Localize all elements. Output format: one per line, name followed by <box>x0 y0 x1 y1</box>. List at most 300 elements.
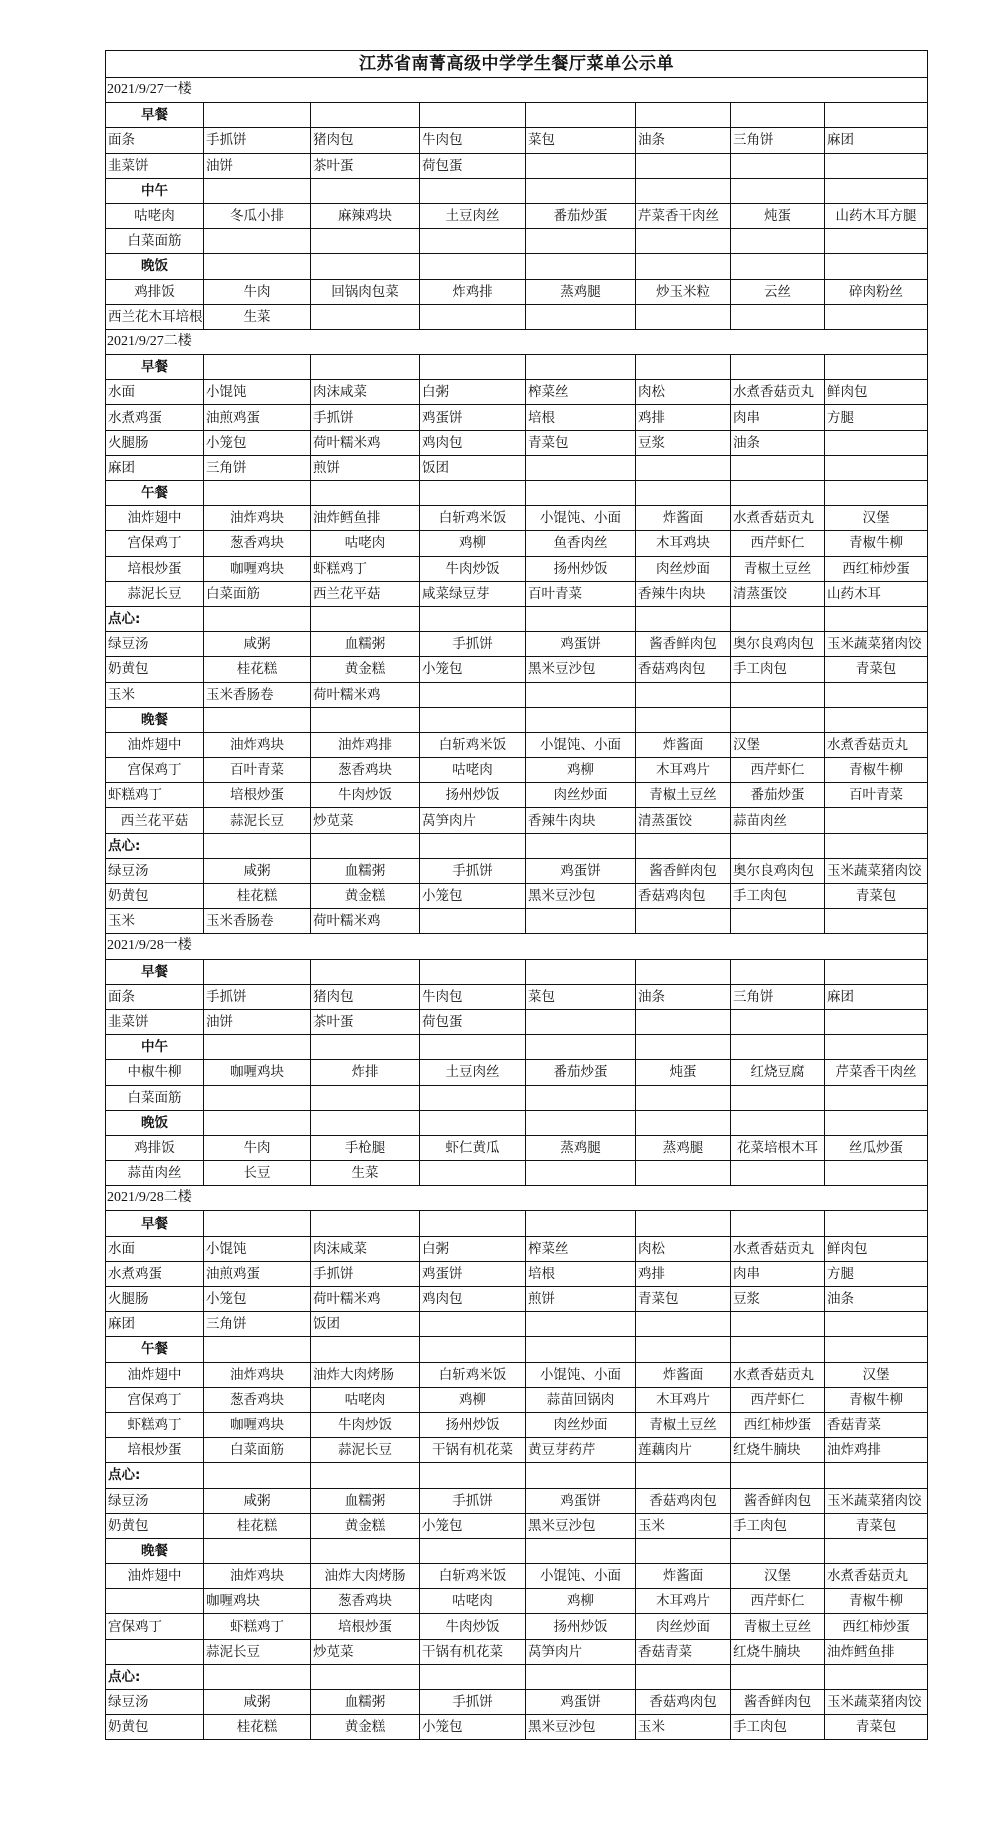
menu-row <box>106 1614 928 1639</box>
dish-cell: 油炸鸡排 <box>311 732 420 757</box>
empty-cell <box>825 455 928 480</box>
empty-cell <box>204 1110 311 1135</box>
dish-cell: 百叶青菜 <box>204 758 311 783</box>
dish-cell: 三角饼 <box>204 1312 311 1337</box>
dish-cell: 香菇鸡肉包 <box>636 657 731 682</box>
menu-row <box>106 808 928 833</box>
dish-cell: 蒜苗肉丝 <box>731 808 825 833</box>
dish-cell: 三角饼 <box>731 984 825 1009</box>
dish-cell: 土豆肉丝 <box>420 203 526 228</box>
dish-cell: 手抓饼 <box>420 632 526 657</box>
dish-cell: 手工肉包 <box>731 1715 825 1740</box>
dish-cell: 鸡柳 <box>420 531 526 556</box>
dish-cell: 玉米 <box>636 1715 731 1740</box>
dish-cell: 水煮鸡蛋 <box>106 405 204 430</box>
dish-cell: 青菜包 <box>825 657 928 682</box>
dish-cell: 奶黄包 <box>106 657 204 682</box>
dish-cell: 黑米豆沙包 <box>526 1513 636 1538</box>
empty-cell <box>420 1538 526 1563</box>
menu-row <box>106 1261 928 1286</box>
dish-cell: 三角饼 <box>731 128 825 153</box>
dish-cell: 炒苋菜 <box>311 1639 420 1664</box>
dish-cell: 鲜肉包 <box>825 1236 928 1261</box>
title-row <box>106 51 928 78</box>
dish-cell: 清蒸蛋饺 <box>731 581 825 606</box>
dish-cell: 绿豆汤 <box>106 1488 204 1513</box>
empty-cell <box>204 355 311 380</box>
empty-cell <box>526 682 636 707</box>
empty-cell <box>825 1035 928 1060</box>
dish-cell: 鱼香肉丝 <box>526 531 636 556</box>
dish-cell: 油条 <box>636 984 731 1009</box>
meal-header-row <box>106 707 928 732</box>
empty-cell <box>311 606 420 631</box>
dish-cell: 麻团 <box>106 1312 204 1337</box>
empty-cell <box>731 229 825 254</box>
empty-cell <box>825 153 928 178</box>
dish-cell: 煎饼 <box>311 455 420 480</box>
empty-cell <box>825 959 928 984</box>
empty-cell <box>311 1085 420 1110</box>
empty-cell <box>636 1009 731 1034</box>
snack-header-row <box>106 1664 928 1689</box>
menu-row <box>106 304 928 329</box>
empty-cell <box>825 1538 928 1563</box>
dish-cell: 酱香鲜肉包 <box>731 1488 825 1513</box>
empty-cell <box>526 481 636 506</box>
dish-cell: 玉米蔬菜猪肉饺 <box>825 632 928 657</box>
dish-cell: 培根炒蛋 <box>106 556 204 581</box>
dish-cell: 木耳鸡片 <box>636 758 731 783</box>
dish-cell: 油炸鸡块 <box>204 506 311 531</box>
empty-cell <box>731 1085 825 1110</box>
empty-cell <box>731 707 825 732</box>
dish-cell: 猪肉包 <box>311 128 420 153</box>
dish-cell: 荷叶糯米鸡 <box>311 430 420 455</box>
dish-cell: 奶黄包 <box>106 1715 204 1740</box>
dish-cell: 茶叶蛋 <box>311 1009 420 1034</box>
dish-cell: 手抓饼 <box>420 858 526 883</box>
dish-cell: 奶黄包 <box>106 884 204 909</box>
dish-cell: 咕咾肉 <box>106 203 204 228</box>
empty-cell <box>311 1035 420 1060</box>
dish-cell: 火腿肠 <box>106 1287 204 1312</box>
meal-label: 早餐 <box>106 1211 204 1236</box>
dish-cell: 黑米豆沙包 <box>526 657 636 682</box>
empty-cell <box>311 103 420 128</box>
dish-cell: 油炸鸡块 <box>204 732 311 757</box>
dish-cell: 手抓饼 <box>311 405 420 430</box>
empty-cell <box>636 153 731 178</box>
empty-cell <box>636 1161 731 1186</box>
dish-cell: 油炸翅中 <box>106 1362 204 1387</box>
dish-cell: 扬州炒饭 <box>526 1614 636 1639</box>
dish-cell: 莴笋肉片 <box>420 808 526 833</box>
empty-cell <box>825 1463 928 1488</box>
empty-cell <box>204 103 311 128</box>
dish-cell: 黄金糕 <box>311 884 420 909</box>
dish-cell: 西芹虾仁 <box>731 1589 825 1614</box>
dish-cell: 汉堡 <box>731 732 825 757</box>
empty-cell <box>526 455 636 480</box>
empty-cell <box>526 1085 636 1110</box>
empty-cell <box>204 1035 311 1060</box>
empty-cell <box>825 1161 928 1186</box>
meal-header-row <box>106 254 928 279</box>
dish-cell: 培根炒蛋 <box>311 1614 420 1639</box>
menu-row <box>106 1488 928 1513</box>
meal-label: 晚饭 <box>106 254 204 279</box>
meal-header-row <box>106 1538 928 1563</box>
empty-cell <box>311 1110 420 1135</box>
empty-cell <box>825 1664 928 1689</box>
dish-cell: 虾糕鸡丁 <box>204 1614 311 1639</box>
dish-cell: 培根炒蛋 <box>106 1438 204 1463</box>
empty-cell <box>526 707 636 732</box>
empty-cell <box>731 682 825 707</box>
empty-cell <box>204 1538 311 1563</box>
dish-cell: 咖喱鸡块 <box>204 1589 311 1614</box>
empty-cell <box>636 606 731 631</box>
empty-cell <box>731 103 825 128</box>
dish-cell: 水煮香菇贡丸 <box>731 1362 825 1387</box>
dish-cell: 青菜包 <box>526 430 636 455</box>
dish-cell: 莲藕肉片 <box>636 1438 731 1463</box>
dish-cell: 青椒牛柳 <box>825 1387 928 1412</box>
empty-cell <box>526 1211 636 1236</box>
dish-cell: 肉丝炒面 <box>526 783 636 808</box>
empty-cell <box>731 153 825 178</box>
dish-cell: 青椒土豆丝 <box>731 1614 825 1639</box>
dish-cell: 饭团 <box>311 1312 420 1337</box>
meal-header-row <box>106 103 928 128</box>
empty-cell <box>311 254 420 279</box>
dish-cell: 炸酱面 <box>636 506 731 531</box>
dish-cell: 韭菜饼 <box>106 153 204 178</box>
menu-row <box>106 1715 928 1740</box>
dish-cell: 扬州炒饭 <box>420 1412 526 1437</box>
menu-row <box>106 1009 928 1034</box>
dish-cell: 油炸鸡排 <box>825 1438 928 1463</box>
dish-cell: 油饼 <box>204 1009 311 1034</box>
dish-cell: 蒸鸡腿 <box>636 1135 731 1160</box>
dish-cell: 鸡排饭 <box>106 279 204 304</box>
dish-cell: 百叶青菜 <box>526 581 636 606</box>
dish-cell: 红烧豆腐 <box>731 1060 825 1085</box>
dish-cell: 榨菜丝 <box>526 1236 636 1261</box>
empty-cell <box>311 1211 420 1236</box>
section-date: 2021/9/28二楼 <box>106 1186 928 1211</box>
empty-cell <box>420 682 526 707</box>
empty-cell <box>636 707 731 732</box>
dish-cell: 油饼 <box>204 153 311 178</box>
snack-header-row <box>106 1463 928 1488</box>
empty-cell <box>526 1312 636 1337</box>
meal-label: 中午 <box>106 1035 204 1060</box>
empty-cell <box>825 808 928 833</box>
dish-cell: 咸粥 <box>204 858 311 883</box>
dish-cell: 桂花糕 <box>204 884 311 909</box>
dish-cell: 青菜包 <box>825 1513 928 1538</box>
dish-cell: 油条 <box>636 128 731 153</box>
empty-cell <box>636 355 731 380</box>
dish-cell: 油炸鳕鱼排 <box>311 506 420 531</box>
empty-cell <box>311 1463 420 1488</box>
dish-cell: 虾糕鸡丁 <box>106 1412 204 1437</box>
dish-cell: 牛肉 <box>204 279 311 304</box>
dish-cell: 汉堡 <box>825 1362 928 1387</box>
empty-cell <box>731 833 825 858</box>
dish-cell: 咖喱鸡块 <box>204 1060 311 1085</box>
snack-label: 点心: <box>106 1463 204 1488</box>
empty-cell <box>731 909 825 934</box>
dish-cell: 玉米 <box>106 909 204 934</box>
dish-cell: 奥尔良鸡肉包 <box>731 858 825 883</box>
dish-cell: 青椒牛柳 <box>825 531 928 556</box>
empty-cell <box>106 1589 204 1614</box>
dish-cell: 奥尔良鸡肉包 <box>731 632 825 657</box>
meal-label: 早餐 <box>106 355 204 380</box>
dish-cell: 小笼包 <box>204 1287 311 1312</box>
empty-cell <box>420 254 526 279</box>
dish-cell: 荷包蛋 <box>420 1009 526 1034</box>
dish-cell: 三角饼 <box>204 455 311 480</box>
dish-cell: 汉堡 <box>731 1564 825 1589</box>
dish-cell: 花菜培根木耳 <box>731 1135 825 1160</box>
dish-cell: 牛肉包 <box>420 128 526 153</box>
dish-cell: 鸡排 <box>636 405 731 430</box>
empty-cell <box>420 1211 526 1236</box>
dish-cell: 西芹虾仁 <box>731 758 825 783</box>
dish-cell: 肉串 <box>731 405 825 430</box>
empty-cell <box>636 909 731 934</box>
dish-cell: 菜包 <box>526 128 636 153</box>
empty-cell <box>526 254 636 279</box>
empty-cell <box>420 1664 526 1689</box>
empty-cell <box>526 355 636 380</box>
dish-cell: 白斩鸡米饭 <box>420 506 526 531</box>
empty-cell <box>204 959 311 984</box>
dish-cell: 西芹虾仁 <box>731 531 825 556</box>
dish-cell: 蒜苗回锅肉 <box>526 1387 636 1412</box>
dish-cell: 葱香鸡块 <box>311 758 420 783</box>
empty-cell <box>526 153 636 178</box>
empty-cell <box>420 707 526 732</box>
empty-cell <box>420 1463 526 1488</box>
dish-cell: 面条 <box>106 128 204 153</box>
empty-cell <box>731 1664 825 1689</box>
dish-cell: 蒸鸡腿 <box>526 279 636 304</box>
dish-cell: 酱香鲜肉包 <box>636 858 731 883</box>
dish-cell: 葱香鸡块 <box>204 1387 311 1412</box>
menu-row <box>106 153 928 178</box>
empty-cell <box>731 355 825 380</box>
dish-cell: 玉米蔬菜猪肉饺 <box>825 858 928 883</box>
dish-cell: 手抓饼 <box>420 1690 526 1715</box>
dish-cell: 白粥 <box>420 1236 526 1261</box>
empty-cell <box>636 833 731 858</box>
snack-label: 点心: <box>106 1664 204 1689</box>
dish-cell: 汉堡 <box>825 506 928 531</box>
empty-cell <box>106 1639 204 1664</box>
meal-header-row <box>106 1337 928 1362</box>
empty-cell <box>636 1463 731 1488</box>
dish-cell: 鸡柳 <box>526 758 636 783</box>
empty-cell <box>731 455 825 480</box>
dish-cell: 白菜面筋 <box>106 1085 204 1110</box>
empty-cell <box>731 1035 825 1060</box>
dish-cell: 蒜苗肉丝 <box>106 1161 204 1186</box>
dish-cell: 白菜面筋 <box>204 1438 311 1463</box>
section-date: 2021/9/27一楼 <box>106 78 928 103</box>
dish-cell: 桂花糕 <box>204 657 311 682</box>
menu-row <box>106 732 928 757</box>
dish-cell: 鸡蛋饼 <box>420 1261 526 1286</box>
empty-cell <box>825 481 928 506</box>
dish-cell: 手抓饼 <box>204 128 311 153</box>
dish-cell: 肉丝炒面 <box>526 1412 636 1437</box>
empty-cell <box>204 229 311 254</box>
dish-cell: 土豆肉丝 <box>420 1060 526 1085</box>
empty-cell <box>311 1664 420 1689</box>
empty-cell <box>731 606 825 631</box>
menu-row <box>106 1690 928 1715</box>
meal-label: 午餐 <box>106 481 204 506</box>
dish-cell: 水面 <box>106 1236 204 1261</box>
menu-row <box>106 1387 928 1412</box>
dish-cell: 西兰花木耳培根 <box>106 304 204 329</box>
dish-cell: 煎饼 <box>526 1287 636 1312</box>
menu-row <box>106 783 928 808</box>
dish-cell: 手抓饼 <box>311 1261 420 1286</box>
menu-row <box>106 1589 928 1614</box>
dish-cell: 荷包蛋 <box>420 153 526 178</box>
dish-cell: 青椒土豆丝 <box>636 783 731 808</box>
dish-cell: 玉米 <box>636 1513 731 1538</box>
empty-cell <box>825 1312 928 1337</box>
empty-cell <box>825 254 928 279</box>
dish-cell: 荷叶糯米鸡 <box>311 1287 420 1312</box>
menu-row <box>106 1312 928 1337</box>
menu-row <box>106 657 928 682</box>
dish-cell: 水煮香菇贡丸 <box>731 380 825 405</box>
dish-cell: 玉米香肠卷 <box>204 682 311 707</box>
empty-cell <box>636 481 731 506</box>
dish-cell: 油炸翅中 <box>106 1564 204 1589</box>
dish-cell: 玉米蔬菜猪肉饺 <box>825 1690 928 1715</box>
menu-row <box>106 1362 928 1387</box>
dish-cell: 方腿 <box>825 1261 928 1286</box>
dish-cell: 木耳鸡块 <box>636 531 731 556</box>
empty-cell <box>311 229 420 254</box>
dish-cell: 青椒土豆丝 <box>636 1412 731 1437</box>
empty-cell <box>731 1538 825 1563</box>
empty-cell <box>636 682 731 707</box>
empty-cell <box>204 606 311 631</box>
empty-cell <box>204 1085 311 1110</box>
empty-cell <box>731 481 825 506</box>
dish-cell: 葱香鸡块 <box>204 531 311 556</box>
empty-cell <box>204 1463 311 1488</box>
empty-cell <box>825 304 928 329</box>
empty-cell <box>204 178 311 203</box>
dish-cell: 宫保鸡丁 <box>106 1387 204 1412</box>
dish-cell: 小笼包 <box>420 1715 526 1740</box>
dish-cell: 鸡排饭 <box>106 1135 204 1160</box>
empty-cell <box>526 1161 636 1186</box>
empty-cell <box>731 1009 825 1034</box>
snack-header-row <box>106 833 928 858</box>
meal-header-row <box>106 959 928 984</box>
empty-cell <box>311 304 420 329</box>
page-title: 江苏省南菁高级中学学生餐厅菜单公示单 <box>106 51 928 78</box>
dish-cell: 白斩鸡米饭 <box>420 1564 526 1589</box>
dish-cell: 鸡蛋饼 <box>420 405 526 430</box>
meal-header-row <box>106 481 928 506</box>
empty-cell <box>825 1211 928 1236</box>
dish-cell: 葱香鸡块 <box>311 1589 420 1614</box>
empty-cell <box>526 178 636 203</box>
dish-cell: 鸡蛋饼 <box>526 632 636 657</box>
dish-cell: 肉沫咸菜 <box>311 1236 420 1261</box>
dish-cell: 咕咾肉 <box>420 1589 526 1614</box>
dish-cell: 桂花糕 <box>204 1715 311 1740</box>
empty-cell <box>636 1664 731 1689</box>
dish-cell: 咸菜绿豆芽 <box>420 581 526 606</box>
empty-cell <box>636 1211 731 1236</box>
empty-cell <box>526 103 636 128</box>
dish-cell: 血糯粥 <box>311 1690 420 1715</box>
empty-cell <box>420 1035 526 1060</box>
empty-cell <box>636 1085 731 1110</box>
empty-cell <box>731 1337 825 1362</box>
dish-cell: 炸鸡排 <box>420 279 526 304</box>
dish-cell: 炸排 <box>311 1060 420 1085</box>
empty-cell <box>825 103 928 128</box>
dish-cell: 黄豆芽药芹 <box>526 1438 636 1463</box>
dish-cell: 中椒牛柳 <box>106 1060 204 1085</box>
dish-cell: 西红柿炒蛋 <box>825 1614 928 1639</box>
menu-row <box>106 1060 928 1085</box>
dish-cell: 干锅有机花菜 <box>420 1639 526 1664</box>
menu-row <box>106 1161 928 1186</box>
dish-cell: 蒜泥长豆 <box>204 1639 311 1664</box>
dish-cell: 香菇青菜 <box>825 1412 928 1437</box>
dish-cell: 咕咾肉 <box>420 758 526 783</box>
dish-cell: 木耳鸡片 <box>636 1589 731 1614</box>
empty-cell <box>731 1463 825 1488</box>
menu-row <box>106 455 928 480</box>
dish-cell: 牛肉包 <box>420 984 526 1009</box>
dish-cell: 番茄炒蛋 <box>731 783 825 808</box>
dish-cell: 咖喱鸡块 <box>204 556 311 581</box>
meal-label: 晚餐 <box>106 707 204 732</box>
dish-cell: 油炸大肉烤肠 <box>311 1362 420 1387</box>
dish-cell: 猪肉包 <box>311 984 420 1009</box>
empty-cell <box>526 1035 636 1060</box>
dish-cell: 扬州炒饭 <box>420 783 526 808</box>
dish-cell: 青椒土豆丝 <box>731 556 825 581</box>
empty-cell <box>311 1337 420 1362</box>
empty-cell <box>526 1664 636 1689</box>
dish-cell: 山药木耳 <box>825 581 928 606</box>
empty-cell <box>731 1312 825 1337</box>
dish-cell: 干锅有机花菜 <box>420 1438 526 1463</box>
dish-cell: 宫保鸡丁 <box>106 1614 204 1639</box>
dish-cell: 麻团 <box>825 128 928 153</box>
empty-cell <box>636 229 731 254</box>
dish-cell: 西红柿炒蛋 <box>731 1412 825 1437</box>
